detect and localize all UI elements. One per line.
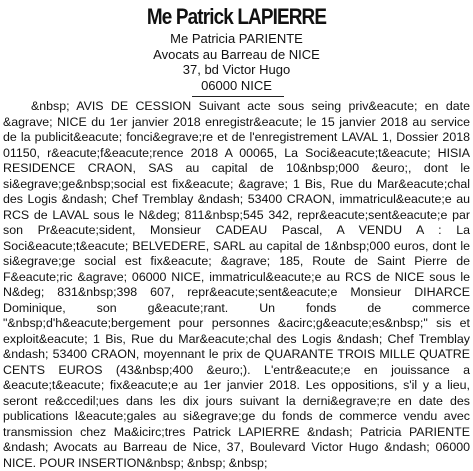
address-line-street: 37, bd Victor Hugo [182, 62, 291, 77]
notice-body: &nbsp; AVIS DE CESSION Suivant acte sous seing priv&eacute; en date &agrave; NICE du 1er janvier 2018 enregistr&eacute; le 15 janvier 2018 au service de la publicit&eacute; fonci&egrave;re et de l'enregistrement LAVAL 1, Dossier 2018 01150, r&eacute;f&eacute;rence 2018 A 00065, La Soci&eacute;t&eacute; HISIA RESIDENCE CRAON, SAS au capital de 10&nbsp;000 &euro;, dont le si&egrave;ge&nbsp;social est fix&eacute; &agrave; 1 Bis, Rue du Mar&eacute;chal des Logis &ndash; Chef Tremblay &ndash; 53400 CRAON, immatricul&eacute;e au RCS de LAVAL sous le N&deg; 811&nbsp;545 342, repr&eacute;sent&eacute;e par son Pr&eacute;sident, Monsieur CADEAU Pascal, A VENDU A : La Soci&eacute;t&eacute; BELVEDERE, SARL au capital de 1&nbsp;000 euros, dont le si&egrave;ge social est fix&eacute; &agrave; 185, Route de Saint Pierre de F&eacute;ric &agrave; 06000 NICE, immatricul&eacute;e au RCS de NICE sous le N&deg; 831&nbsp;398 607, repr&eacute;sent&eacute;e Monsieur DIHARCE Dominique, son g&eacute;rant. Un fonds de commerce "&nbsp;d'h&eacute;bergement pour personnes &acirc;g&eacute;es&nbsp;" sis et exploit&eacute; 1 Bis, Rue du Mar&eacute;chal des Logis &ndash; Chef Tremblay &ndash; 53400 CRAON, moyennant le prix de QUARANTE TROIS MILLE QUATRE CENTS EUROS (43&nbsp;400 &euro;). L'entr&eacute;e en jouissance a &eacute;t&eacute; fix&eacute;e au 1er janvier 2018. Les oppositions, s'il y a lieu, seront re&ccedil;ues dans les dix jours suivant la derni&egrave;re en date des publications l&eacute;gales au si&egrave;ge du fonds de commerce vendu avec transmission chez Ma&icirc;tres Patrick LAPIERRE &ndash; Patricia PARIENTE &ndash; Avocats au Barreau de Nice, 37, Boulevard Victor Hugo &ndash; 06000 NICE. POUR INSERTION&nbsp; &nbsp; &nbsp; [3, 99, 470, 470]
address-line-city: 06000 NICE [201, 77, 272, 93]
page-title: Me Patrick LAPIERRE [146, 4, 327, 29]
address-block [0, 31, 473, 93]
address-line-bar: Avocats au Barreau de NICE [153, 46, 320, 62]
header-divider [192, 96, 284, 97]
address-line-name: Me Patricia PARIENTE [170, 31, 303, 46]
